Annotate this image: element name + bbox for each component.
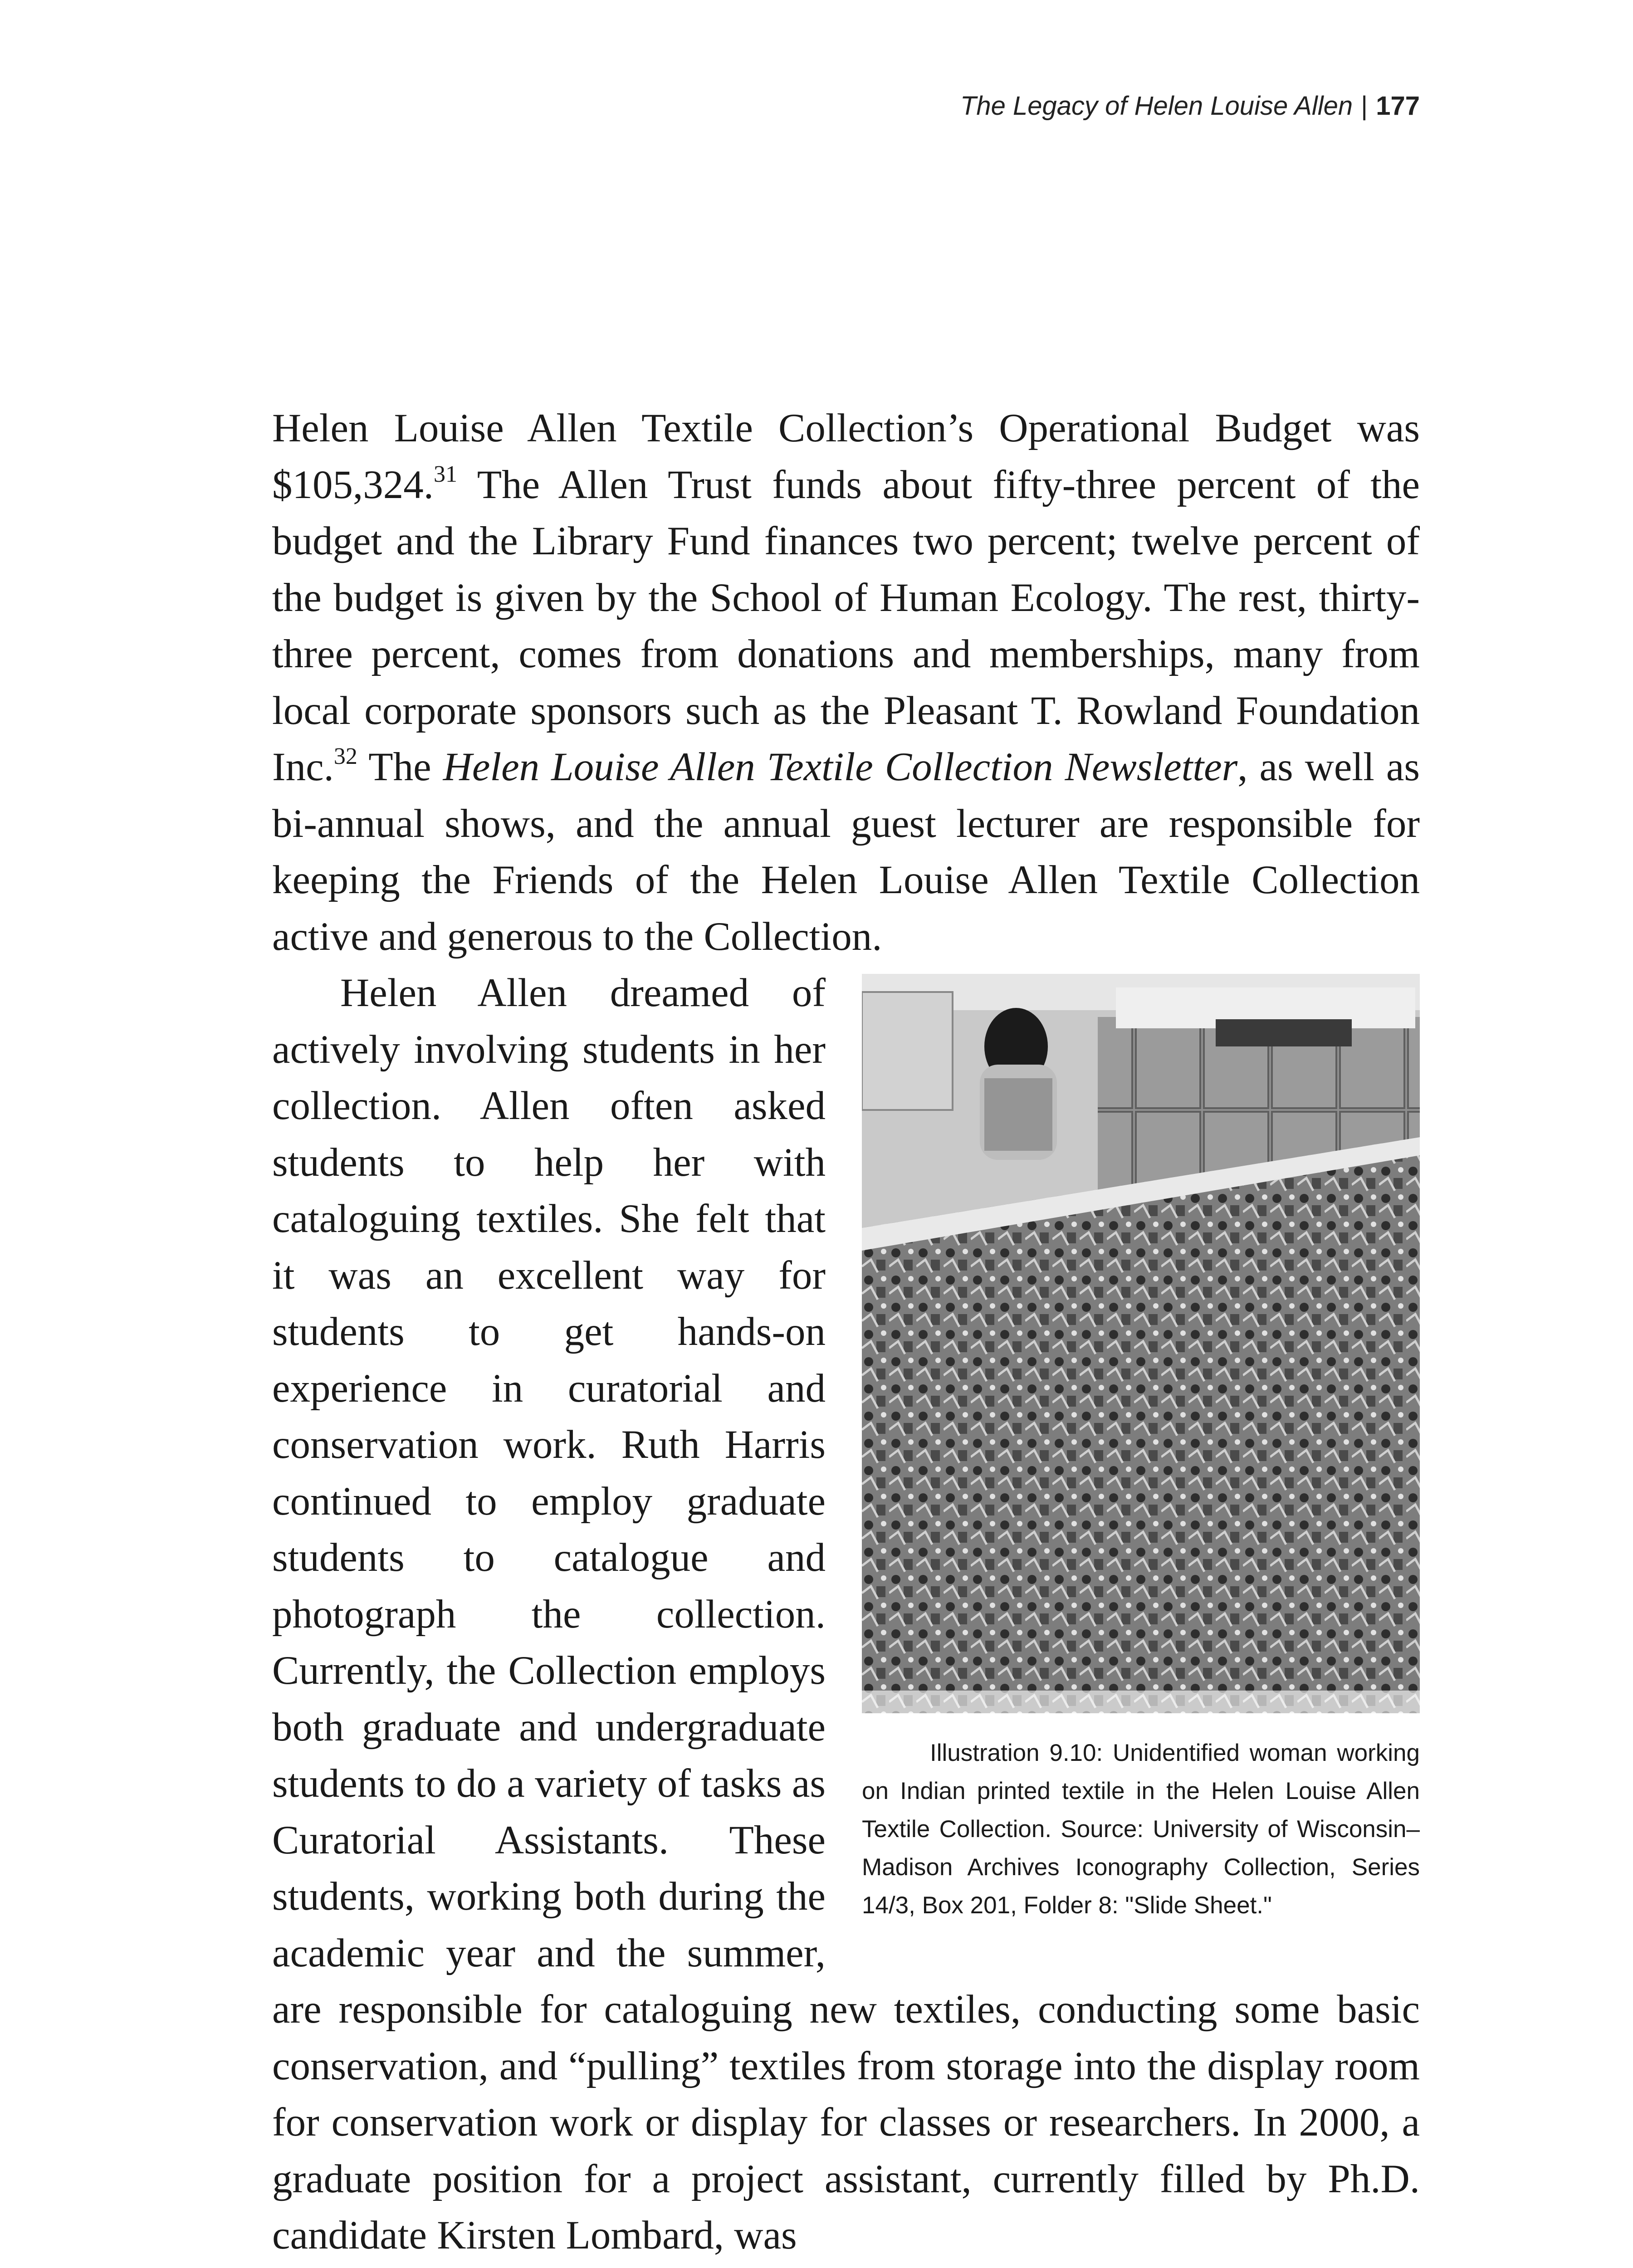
- paragraph-1-text-d: , as well as bi-annual shows, and the annual guest lecturer are responsible for keeping the Friends of the Helen Louise Allen Textile Collection active and generous to the Collection.: [272, 745, 1420, 959]
- paragraph-2-text: Helen Allen dreamed of actively involving students in her collection. Allen often asked students to help her with cataloguing textiles. She felt that it was an excellent way for students to get hands-on experience in curatorial and conservation work. Ruth Harris continued to employ graduate students to catalogue and photograph the collection. Currently, the Collection employs both graduate and undergraduate students to do a variety of tasks as Curatorial Assistants. These students, working both during the academic year and the summer, are responsible for cataloguing new textiles, conducting some basic conservation, and “pulling” textiles from storage into the display room for conservation work or display for classes or researchers. In 2000, a graduate position for a project assistant, currently filled by Ph.D. candidate Kirsten Lombard, was: [272, 971, 1420, 2258]
- running-header: [960, 91, 1420, 121]
- body-text: [272, 400, 1420, 2264]
- footnote-ref-32: 32: [333, 743, 357, 769]
- header-separator: |: [1361, 91, 1368, 121]
- paragraph-1-text-a: Helen Louise Allen Textile Collection’s Operational Budget was $105,324.: [272, 406, 1420, 507]
- photo-of-woman-working-on-textile: [862, 974, 1420, 1713]
- paragraph-1-text-b: The Allen Trust funds about fifty-three percent of the budget and the Library Fund finances two percent; twelve percent of the budget is given by the School of Human Ecology. The rest, thirty-three percent, comes from donations and memberships, many from local corporate sponsors such as the Pleasant T. Rowland Foundation Inc.: [272, 462, 1420, 789]
- footnote-ref-31: 31: [434, 461, 457, 487]
- newsletter-title: Helen Louise Allen Textile Collection Newsletter: [443, 745, 1238, 789]
- paragraph-2: [272, 965, 1420, 2264]
- paragraph-1-text-c: The: [357, 745, 443, 789]
- figure-caption: Illustration 9.10: Unidentified woman working on Indian printed textile in the Helen Louise Allen Textile Collection. Source: University of Wisconsin–Madison Archives Iconography Collection, Series 14/3, Box 201, Folder 8: "Slide Sheet.": [862, 1740, 1420, 1919]
- paragraph-1: [272, 400, 1420, 965]
- figure: [862, 974, 1420, 1925]
- photo-illustration: [862, 974, 1420, 1713]
- page-number: 177: [1376, 91, 1420, 121]
- running-title: The Legacy of Helen Louise Allen: [960, 91, 1353, 121]
